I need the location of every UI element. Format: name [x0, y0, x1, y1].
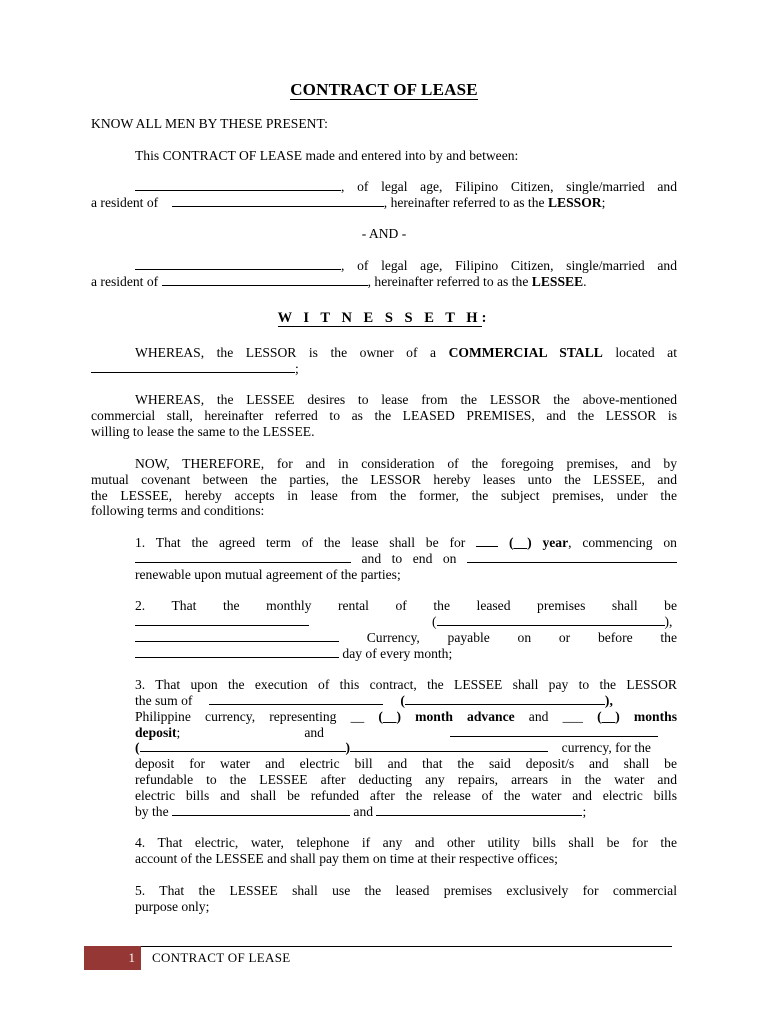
footer-page-number: 1: [128, 950, 135, 965]
witnesseth-heading: W I T N E S S E T H:: [277, 310, 491, 326]
stall-location-blank: [91, 361, 295, 373]
now-therefore-line-4: following terms and conditions:: [91, 503, 265, 518]
lessee-address-blank: [162, 274, 368, 286]
end-date-blank: [467, 551, 677, 563]
whereas-1-line-2: ;: [91, 361, 299, 377]
deposit-figures-blank: [140, 740, 346, 752]
start-date-blank: [135, 551, 351, 563]
lessor-line-2: a resident of , hereinafter referred to as the LESSOR;: [91, 195, 606, 210]
and-separator: - AND -: [361, 226, 407, 241]
rental-amount-words-blank: [135, 614, 309, 626]
term-4-line-1: 4. That electric, water, telephone if any and other utility bills shall be for the: [135, 835, 677, 850]
deposit-amount-blank: [450, 725, 658, 737]
rental-amount-figures-blank: [437, 614, 665, 626]
term-5-line-1: 5. That the LESSEE shall use the leased premises exclusively for commercial: [135, 883, 677, 898]
lessor-name-blank: [135, 179, 341, 191]
sum-figures-blank: [405, 693, 605, 705]
deposit-currency-blank: [350, 740, 548, 752]
now-therefore-line-3: the LESSEE, hereby accepts in lease from the former, the subject premises, under the: [91, 488, 677, 503]
term-4-line-2: account of the LESSEE and shall pay them on time at their respective offices;: [135, 851, 558, 866]
whereas-2-line-2: commercial stall, hereinafter referred to as the LEASED PREMISES, and the LESSOR is: [91, 408, 677, 423]
release-by-blank: [172, 804, 350, 816]
term-3-line-4: deposit; and: [135, 725, 677, 741]
term-5-line-2: purpose only;: [135, 899, 210, 914]
term-3-line-9: by the and ;: [135, 804, 587, 819]
now-therefore-line-1: NOW, THEREFORE, for and in consideration of the foregoing premises, and by: [135, 456, 677, 471]
whereas-1-line-1: WHEREAS, the LESSOR is the owner of a COMMERCIAL STALL located at: [135, 345, 677, 360]
release-and-blank: [376, 804, 582, 816]
now-therefore-line-2: mutual covenant between the parties, the LESSOR hereby leases unto the LESSEE, and: [91, 472, 677, 487]
term-3-line-1: 3. That upon the execution of this contract, the LESSEE shall pay to the LESSOR: [135, 677, 677, 692]
footer-rule: [84, 946, 672, 947]
term-2-line-3: Currency, payable on or before the: [135, 630, 677, 646]
term-1-line-3: renewable upon mutual agreement of the parties;: [135, 567, 401, 582]
intro-line: This CONTRACT OF LEASE made and entered into by and between:: [135, 148, 519, 163]
term-2-line-4: day of every month;: [135, 646, 452, 662]
term-2-line-2: ( ),: [135, 614, 677, 630]
document-title: CONTRACT OF LEASE: [290, 80, 478, 99]
term-3-line-7: refundable to the LESSEE after deducting any repairs, arrears in the water and: [135, 772, 677, 787]
currency-blank: [135, 630, 339, 642]
lessee-line-2: a resident of , hereinafter referred to as the LESSEE.: [91, 274, 587, 289]
lessor-line-1: , of legal age, Filipino Citizen, single/married and: [135, 179, 677, 195]
term-3-line-5: ( ) currency, for the: [135, 740, 651, 755]
term-1-line-2: and to end on: [135, 551, 677, 567]
sum-words-blank: [209, 693, 383, 705]
footer-label: CONTRACT OF LEASE: [152, 950, 291, 965]
whereas-2-line-3: willing to lease the same to the LESSEE.: [91, 424, 315, 439]
term-2-line-1: 2. That the monthly rental of the leased premises shall be: [135, 598, 677, 613]
lessee-name-blank: [135, 258, 341, 270]
term-3-line-6: deposit for water and electric bill and that the said deposit/s and shall be: [135, 756, 677, 771]
lessee-line-1: , of legal age, Filipino Citizen, single/married and: [135, 258, 677, 274]
know-all-men: KNOW ALL MEN BY THESE PRESENT:: [91, 116, 328, 131]
term-3-line-3: Philippine currency, representing __ (__) month advance and ___ (__) months: [135, 709, 677, 724]
whereas-2-line-1: WHEREAS, the LESSEE desires to lease from the LESSOR the above-mentioned: [135, 392, 677, 407]
term-3-line-8: electric bills and shall be refunded after the release of the water and electric bills: [135, 788, 677, 803]
term-1-line-1: 1. That the agreed term of the lease shall be for (__) year, commencing on: [135, 535, 677, 550]
lessor-address-blank: [172, 195, 384, 207]
due-day-blank: [135, 646, 339, 658]
term-3-line-2: the sum of ( ),: [135, 693, 613, 708]
term-years-blank: [476, 535, 498, 547]
